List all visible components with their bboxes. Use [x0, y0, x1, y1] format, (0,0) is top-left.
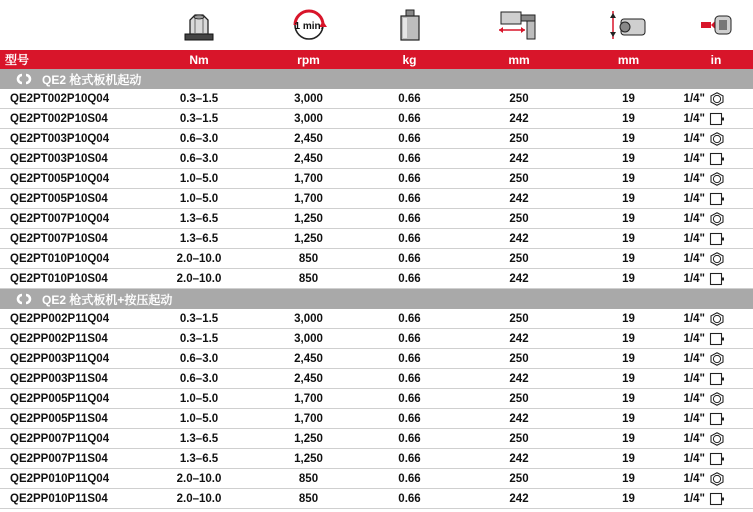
header-model-spacer [0, 0, 140, 50]
table-row [0, 209, 753, 229]
table-row [0, 229, 753, 249]
model-cell: QE2PT007P10S04 [10, 232, 108, 245]
speed-cell: 1,250 [294, 232, 323, 245]
unit-header-row [0, 50, 753, 69]
drive-size: 1/4" [683, 152, 705, 165]
weight-cell: 0.66 [398, 192, 421, 205]
length-cell: 242 [509, 152, 529, 165]
drive-cell [679, 332, 753, 346]
drive-cell [679, 272, 753, 286]
length-cell: 242 [509, 412, 529, 425]
model-cell: QE2PT002P10S04 [10, 112, 108, 125]
model-cell: QE2PP002P11S04 [10, 332, 108, 345]
pistol-grip-icon [12, 293, 36, 305]
header-height-unit: mm [617, 52, 640, 67]
model-cell: QE2PP002P11Q04 [10, 312, 110, 325]
height-cell: 19 [622, 232, 635, 245]
torque-cell: 1.0–5.0 [179, 412, 219, 425]
table-row [0, 369, 753, 389]
icon-header-row [0, 0, 753, 50]
quick-change-chuck-icon [709, 312, 725, 326]
speed-cell: 850 [298, 472, 319, 485]
drive-size: 1/4" [683, 312, 705, 325]
quick-change-chuck-icon [709, 92, 725, 106]
length-cell: 242 [509, 492, 529, 505]
table-row [0, 89, 753, 109]
length-cell: 250 [509, 432, 529, 445]
torque-cell: 1.0–5.0 [179, 172, 219, 185]
model-cell: QE2PT007P10Q04 [10, 212, 110, 225]
drive-cell [679, 252, 753, 266]
torque-cell: 2.0–10.0 [176, 252, 222, 265]
section-title [0, 71, 141, 88]
drive-size: 1/4" [683, 172, 705, 185]
torque-cell: 0.3–1.5 [179, 92, 219, 105]
torque-cell: 1.3–6.5 [179, 432, 219, 445]
drive-size: 1/4" [683, 212, 705, 225]
torque-cell: 2.0–10.0 [176, 472, 222, 485]
length-cell: 250 [509, 92, 529, 105]
torque-cell: 1.0–5.0 [179, 192, 219, 205]
drive-size: 1/4" [683, 372, 705, 385]
weight-cell: 0.66 [398, 372, 421, 385]
height-cell: 19 [622, 372, 635, 385]
length-cell: 242 [509, 372, 529, 385]
weight-cell: 0.66 [398, 172, 421, 185]
length-cell: 250 [509, 352, 529, 365]
square-drive-icon [709, 372, 725, 386]
weight-cell: 0.66 [398, 332, 421, 345]
drive-cell [679, 152, 753, 166]
height-cell: 19 [622, 392, 635, 405]
header-weight-unit: kg [402, 52, 417, 67]
torque-cell: 0.3–1.5 [179, 112, 219, 125]
height-cell: 19 [622, 472, 635, 485]
square-drive-icon [709, 192, 725, 206]
drive-cell [679, 172, 753, 186]
weight-cell: 0.66 [398, 212, 421, 225]
length-cell: 242 [509, 112, 529, 125]
model-cell: QE2PP005P11Q04 [10, 392, 110, 405]
drive-size: 1/4" [683, 192, 705, 205]
speed-cell: 1,700 [294, 412, 323, 425]
header-model: 型号 [5, 53, 30, 67]
weight-cell: 0.66 [398, 232, 421, 245]
drive-cell [679, 212, 753, 226]
speed-cell: 1,250 [294, 452, 323, 465]
drive-cell [679, 472, 753, 486]
torque-cell: 0.3–1.5 [179, 332, 219, 345]
table-row [0, 189, 753, 209]
weight-cell: 0.66 [398, 92, 421, 105]
drive-cell [679, 352, 753, 366]
weight-cell: 0.66 [398, 432, 421, 445]
height-cell: 19 [622, 92, 635, 105]
weight-cell: 0.66 [398, 252, 421, 265]
drive-cell [679, 92, 753, 106]
length-cell: 242 [509, 272, 529, 285]
drive-size: 1/4" [683, 392, 705, 405]
drive-size: 1/4" [683, 352, 705, 365]
square-drive-icon [709, 332, 725, 346]
square-drive-icon [679, 0, 753, 50]
weight-cell: 0.66 [398, 412, 421, 425]
drive-cell [679, 232, 753, 246]
drive-size: 1/4" [683, 232, 705, 245]
drive-size: 1/4" [683, 332, 705, 345]
model-cell: QE2PT003P10Q04 [10, 132, 110, 145]
length-cell: 250 [509, 472, 529, 485]
speed-cell: 1,700 [294, 392, 323, 405]
drive-cell [679, 392, 753, 406]
table-row [0, 149, 753, 169]
height-cell: 19 [622, 432, 635, 445]
table-row [0, 349, 753, 369]
speed-cell: 2,450 [294, 352, 323, 365]
section-title [0, 291, 172, 308]
table-row [0, 409, 753, 429]
weight-cell: 0.66 [398, 352, 421, 365]
table-row [0, 449, 753, 469]
length-cell: 242 [509, 332, 529, 345]
table-row [0, 169, 753, 189]
weight-cell: 0.66 [398, 472, 421, 485]
torque-cell: 1.3–6.5 [179, 212, 219, 225]
speed-cell: 850 [298, 272, 319, 285]
quick-change-chuck-icon [709, 132, 725, 146]
torque-cell: 0.6–3.0 [179, 132, 219, 145]
drive-size: 1/4" [683, 472, 705, 485]
height-cell: 19 [622, 172, 635, 185]
pistol-grip-icon [12, 73, 36, 85]
square-drive-icon [709, 452, 725, 466]
drive-cell [679, 192, 753, 206]
model-cell: QE2PP010P11S04 [10, 492, 108, 505]
model-cell: QE2PP007P11Q04 [10, 432, 110, 445]
quick-change-chuck-icon [709, 212, 725, 226]
tool-height-icon [578, 0, 679, 50]
weight-cell: 0.66 [398, 452, 421, 465]
weight-cell: 0.66 [398, 392, 421, 405]
square-drive-icon [709, 412, 725, 426]
height-cell: 19 [622, 492, 635, 505]
table-row [0, 249, 753, 269]
header-speed-unit: rpm [297, 52, 320, 67]
quick-change-chuck-icon [709, 432, 725, 446]
section-label: QE2 枪式板机起动 [42, 72, 142, 87]
torque-cell: 1.3–6.5 [179, 452, 219, 465]
torque-cell: 0.6–3.0 [179, 372, 219, 385]
table-row [0, 489, 753, 509]
drive-size: 1/4" [683, 252, 705, 265]
length-cell: 250 [509, 212, 529, 225]
drive-cell [679, 132, 753, 146]
drive-cell [679, 492, 753, 506]
square-drive-icon [709, 152, 725, 166]
speed-cell: 1,250 [294, 212, 323, 225]
speed-cell: 1,700 [294, 192, 323, 205]
table-row [0, 109, 753, 129]
model-cell: QE2PP003P11Q04 [10, 352, 110, 365]
rotation-speed-icon [258, 0, 359, 50]
drive-size: 1/4" [683, 112, 705, 125]
speed-cell: 850 [298, 492, 319, 505]
torque-cell: 0.6–3.0 [179, 152, 219, 165]
torque-cell: 1.0–5.0 [179, 392, 219, 405]
drive-size: 1/4" [683, 272, 705, 285]
height-cell: 19 [622, 252, 635, 265]
speed-cell: 2,450 [294, 372, 323, 385]
section-label: QE2 枪式板机+按压起动 [42, 292, 173, 307]
quick-change-chuck-icon [709, 352, 725, 366]
height-cell: 19 [622, 272, 635, 285]
torque-cell: 1.3–6.5 [179, 232, 219, 245]
drive-size: 1/4" [683, 92, 705, 105]
drive-size: 1/4" [683, 492, 705, 505]
torque-cell: 2.0–10.0 [176, 492, 222, 505]
model-cell: QE2PP007P11S04 [10, 452, 108, 465]
drive-cell [679, 112, 753, 126]
weight-cell: 0.66 [398, 112, 421, 125]
section-header [0, 289, 753, 309]
speed-cell: 3,000 [294, 112, 323, 125]
height-cell: 19 [622, 132, 635, 145]
drive-cell [679, 372, 753, 386]
height-cell: 19 [622, 192, 635, 205]
weight-cell: 0.66 [398, 132, 421, 145]
height-cell: 19 [622, 312, 635, 325]
drive-size: 1/4" [683, 412, 705, 425]
rotation-speed-icon-label: 1 min. [294, 21, 323, 32]
height-cell: 19 [622, 112, 635, 125]
tool-length-icon [460, 0, 578, 50]
weight-cell: 0.66 [398, 492, 421, 505]
drive-size: 1/4" [683, 132, 705, 145]
model-cell: QE2PT005P10S04 [10, 192, 108, 205]
drive-cell [679, 432, 753, 446]
drive-cell [679, 412, 753, 426]
torque-cell: 0.6–3.0 [179, 352, 219, 365]
drive-cell [679, 452, 753, 466]
length-cell: 250 [509, 252, 529, 265]
model-cell: QE2PT003P10S04 [10, 152, 108, 165]
quick-change-chuck-icon [709, 252, 725, 266]
length-cell: 250 [509, 172, 529, 185]
weight-cell: 0.66 [398, 152, 421, 165]
height-cell: 19 [622, 452, 635, 465]
header-drive-unit: in [710, 52, 722, 67]
quick-change-chuck-icon [709, 472, 725, 486]
drive-size: 1/4" [683, 432, 705, 445]
model-cell: QE2PP010P11Q04 [10, 472, 110, 485]
speed-cell: 2,450 [294, 152, 323, 165]
height-cell: 19 [622, 152, 635, 165]
weight-cell: 0.66 [398, 272, 421, 285]
table-row [0, 389, 753, 409]
table-row [0, 129, 753, 149]
weight-icon [359, 0, 460, 50]
header-torque-unit: Nm [189, 52, 209, 67]
length-cell: 242 [509, 192, 529, 205]
table-row [0, 309, 753, 329]
speed-cell: 2,450 [294, 132, 323, 145]
speed-cell: 850 [298, 252, 319, 265]
length-cell: 242 [509, 452, 529, 465]
table-row [0, 329, 753, 349]
section-header [0, 69, 753, 89]
length-cell: 250 [509, 132, 529, 145]
drive-size: 1/4" [683, 452, 705, 465]
table-row [0, 469, 753, 489]
length-cell: 242 [509, 232, 529, 245]
model-cell: QE2PT005P10Q04 [10, 172, 110, 185]
drive-cell [679, 312, 753, 326]
square-drive-icon [709, 112, 725, 126]
weight-cell: 0.66 [398, 312, 421, 325]
model-cell: QE2PT010P10S04 [10, 272, 108, 285]
speed-cell: 3,000 [294, 92, 323, 105]
quick-change-chuck-icon [709, 172, 725, 186]
nut-torque-icon [140, 0, 258, 50]
table-row [0, 269, 753, 289]
model-cell: QE2PT010P10Q04 [10, 252, 110, 265]
height-cell: 19 [622, 412, 635, 425]
speed-cell: 3,000 [294, 332, 323, 345]
square-drive-icon [709, 272, 725, 286]
torque-cell: 0.3–1.5 [179, 312, 219, 325]
height-cell: 19 [622, 352, 635, 365]
height-cell: 19 [622, 332, 635, 345]
table-row [0, 429, 753, 449]
square-drive-icon [709, 232, 725, 246]
length-cell: 250 [509, 392, 529, 405]
model-cell: QE2PT002P10Q04 [10, 92, 110, 105]
torque-cell: 2.0–10.0 [176, 272, 222, 285]
model-cell: QE2PP003P11S04 [10, 372, 108, 385]
height-cell: 19 [622, 212, 635, 225]
header-length-unit: mm [508, 52, 530, 67]
length-cell: 250 [509, 312, 529, 325]
speed-cell: 1,250 [294, 432, 323, 445]
quick-change-chuck-icon [709, 392, 725, 406]
speed-cell: 1,700 [294, 172, 323, 185]
square-drive-icon [709, 492, 725, 506]
model-cell: QE2PP005P11S04 [10, 412, 108, 425]
speed-cell: 3,000 [294, 312, 323, 325]
